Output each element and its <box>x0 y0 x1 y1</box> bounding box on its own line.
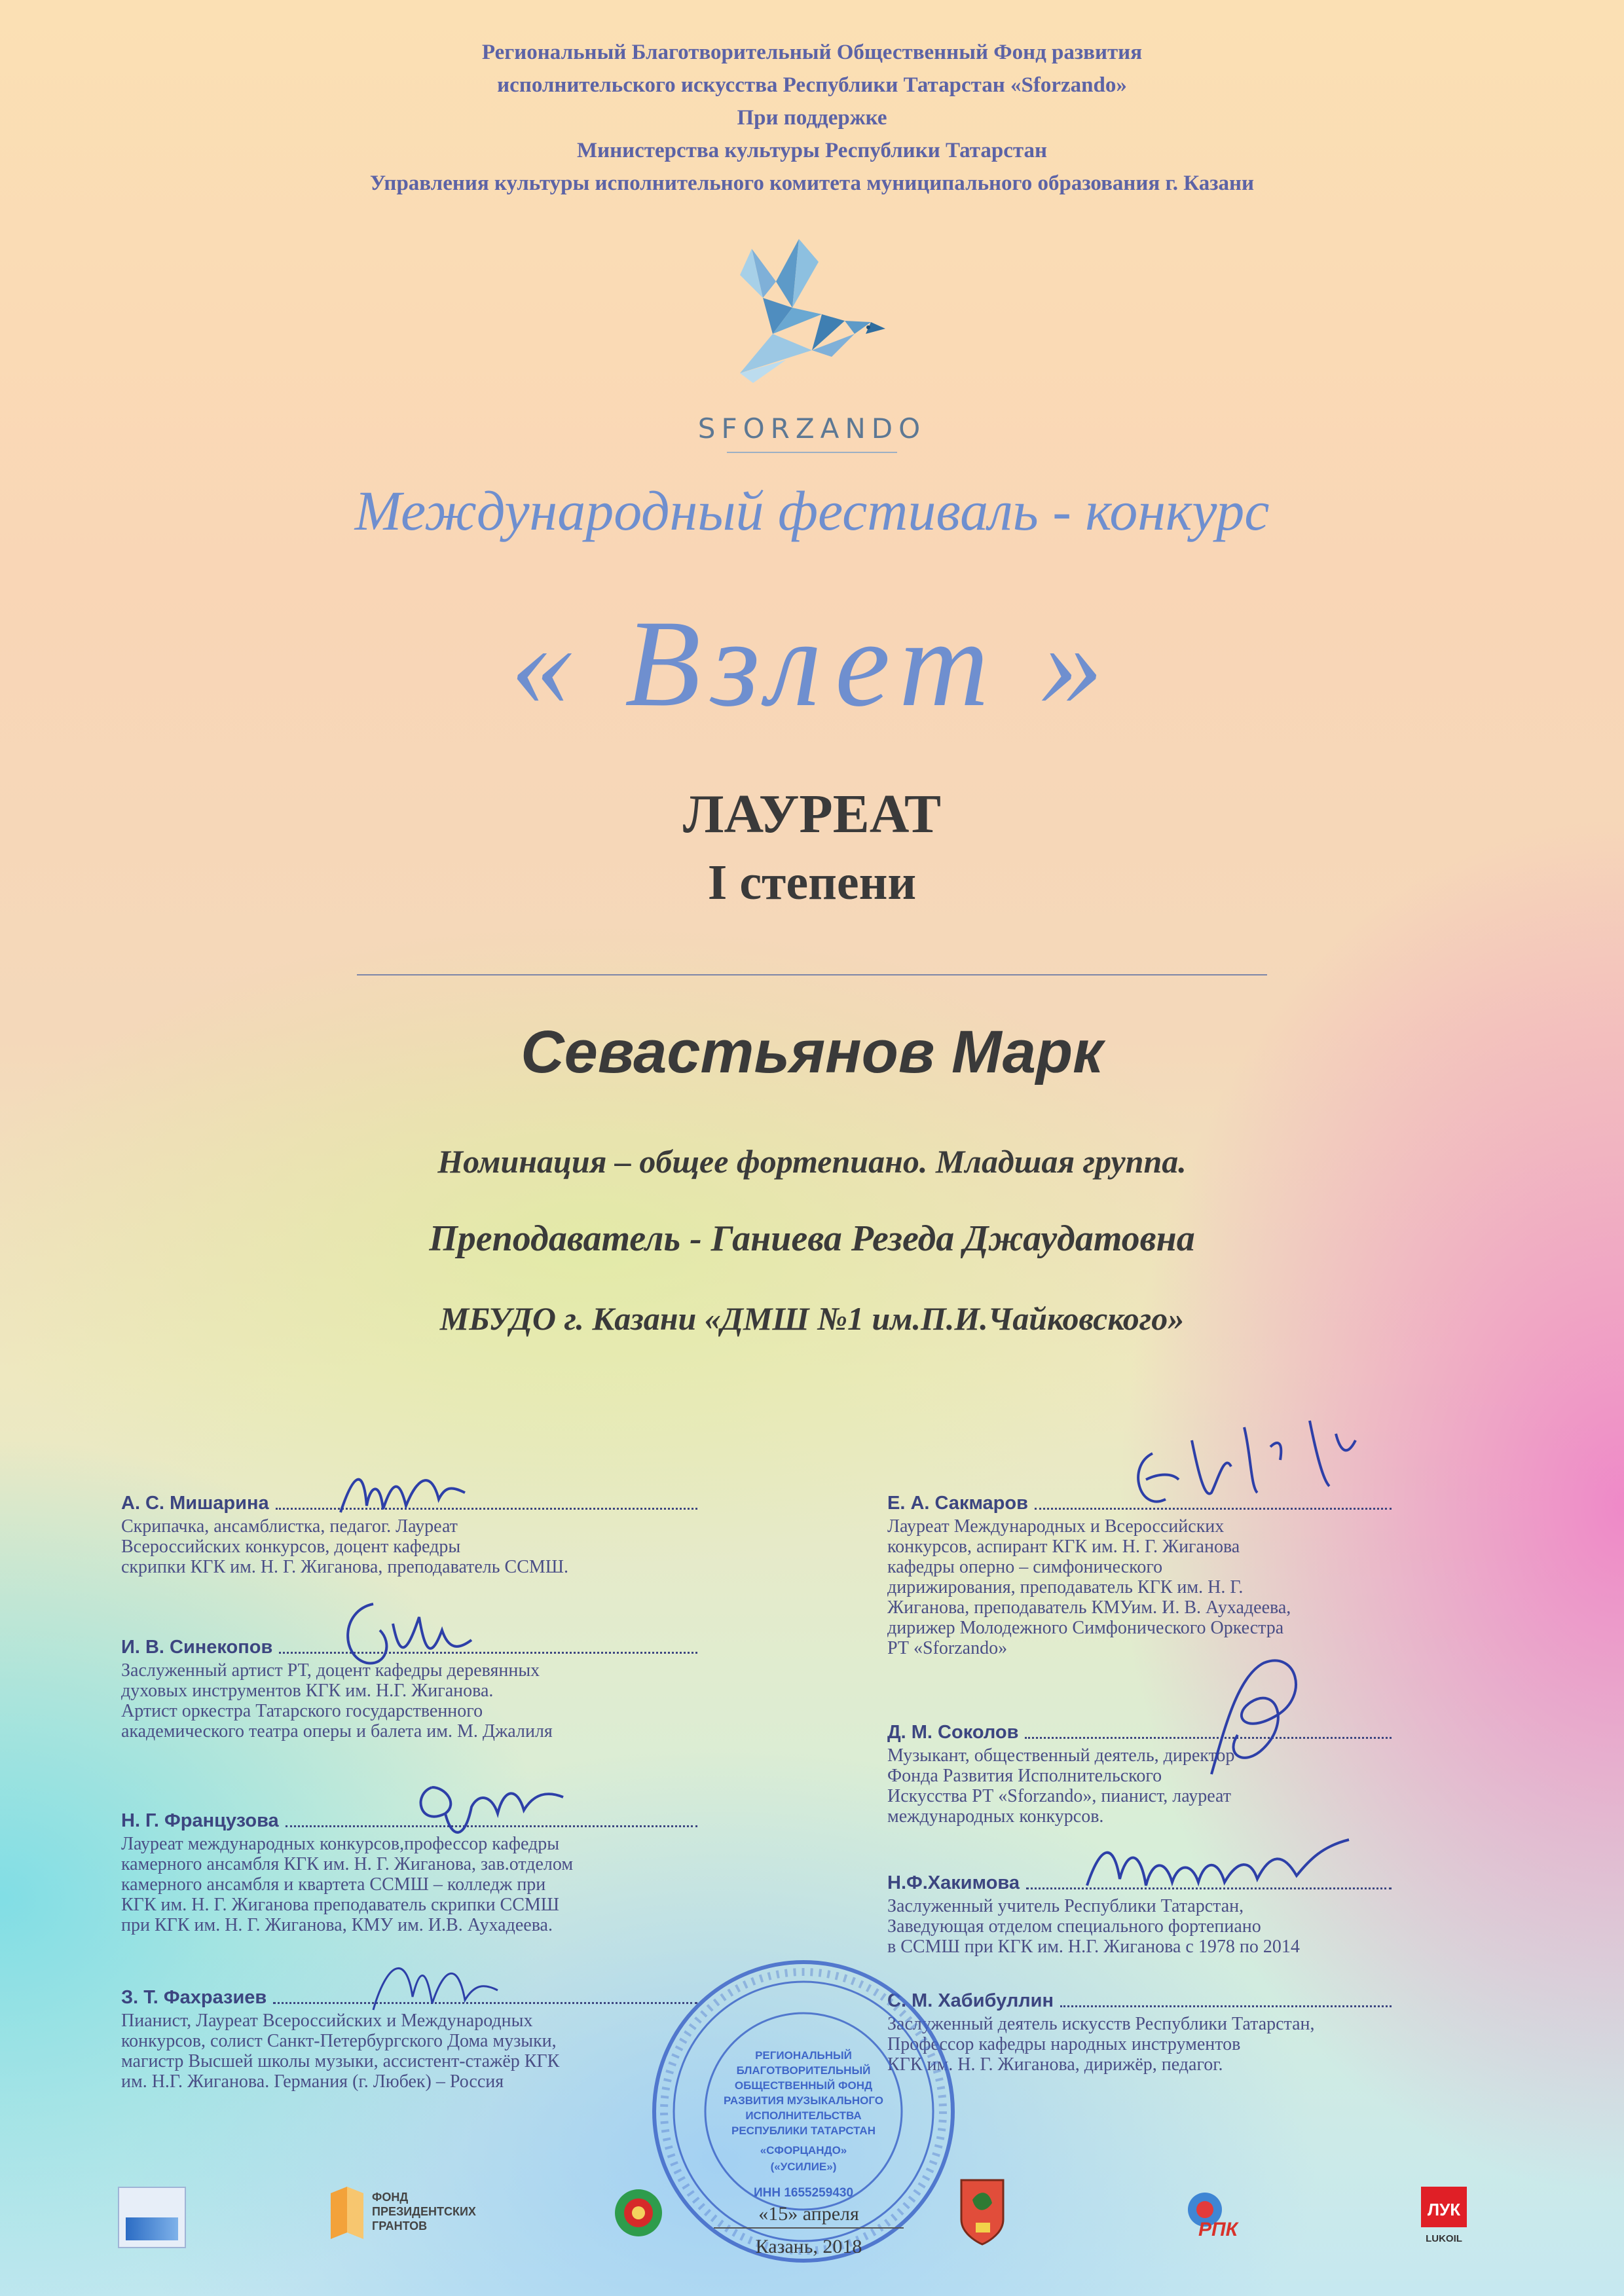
header-line-5: Управления культуры исполнительного комитета муниципального образования г. Казани <box>369 172 1255 195</box>
city-year: Казань, 2018 <box>755 2236 862 2257</box>
jury-description: Музыкант, общественный деятель, директор Фонда Развития Исполнительского Искусства РТ «Sforzando», пианист, лауреат международных конкурсов. <box>887 1745 1235 1827</box>
partner-logo <box>118 2187 186 2248</box>
presidential-grants-icon <box>327 2187 367 2239</box>
lukoil-icon <box>1418 2187 1470 2246</box>
bird-icon <box>714 236 910 386</box>
jury-description: Скрипачка, ансамблистка, педагог. Лауреат Всероссийских конкурсов, доцент кафедры скрипки КГК им. Н. Г. Жиганова, преподаватель ССМШ. <box>121 1516 569 1577</box>
svg-text:РЕСПУБЛИКИ ТАТАРСТАН: РЕСПУБЛИКИ ТАТАРСТАН <box>731 2124 876 2137</box>
nomination: Номинация – общее фортепиано. Младшая группа. <box>437 1143 1187 1180</box>
svg-text:ЛУК: ЛУК <box>1427 2200 1461 2219</box>
jury-description: Заслуженный деятель искусств Республики Татарстан, Профессор кафедры народных инструментов КГК им. Н. Г. Жиганова, дирижёр, педагог. <box>887 2014 1315 2075</box>
jury-name: Е. А. Сакмаров <box>887 1493 1028 1514</box>
header-line-4: Министерства культуры Республики Татарстан <box>576 139 1048 162</box>
jury-description: Пианист, Лауреат Всероссийских и Международных конкурсов, солист Санкт-Петербургского Дома музыки, магистр Высшей школы музыки, ассистент-стажёр КГК им. Н.Г. Жиганова. Германия (г. Любек) – Россия <box>121 2011 560 2092</box>
jury-description: Заслуженный учитель Республики Татарстан, Заведующая отделом специального фортепиано в ССМШ при КГК им. Н.Г. Жиганова с 1978 по 2014 <box>887 1896 1300 1957</box>
presidential-grants-text: ФОНД ПРЕЗИДЕНТСКИХ ГРАНТОВ <box>372 2191 476 2232</box>
header-line-1: Региональный Благотворительный Общественный Фонд развития <box>481 41 1143 64</box>
rpk-icon <box>1185 2187 1257 2239</box>
award-date: «15» апреля <box>758 2203 859 2225</box>
jury-description: Лауреат Международных и Всероссийских конкурсов, аспирант КГК им. Н. Г. Жиганова кафедры оперно – симфонического дирижирования, преподаватель КГК им. Н. Г. Жиганова, преподаватель КМУим. И. В. Аухадеева, дирижер Молодежного Симфонического Оркестра РТ «Sforzando» <box>887 1516 1291 1658</box>
header-line-3: При поддержке <box>737 106 887 130</box>
festival-subtitle: Международный фестиваль - конкурс <box>354 479 1270 542</box>
tatarstan-emblem-icon <box>612 2187 665 2239</box>
jury-name: Д. М. Соколов <box>887 1722 1019 1743</box>
jury-name: З. Т. Фахразиев <box>121 1987 267 2008</box>
svg-text:ИНН 1655259430: ИНН 1655259430 <box>753 2186 854 2200</box>
jury-member <box>887 1990 1392 2075</box>
jury-name: С. М. Хабибуллин <box>887 1990 1054 2011</box>
kazan-emblem-icon <box>956 2174 1008 2246</box>
school: МБУДО г. Казани «ДМШ №1 им.П.И.Чайковского» <box>439 1300 1185 1337</box>
signature <box>360 1938 504 2023</box>
award-title: ЛАУРЕАТ <box>682 784 942 845</box>
svg-text:БЛАГОТВОРИТЕЛЬНЫЙ: БЛАГОТВОРИТЕЛЬНЫЙ <box>736 2064 871 2077</box>
recipient-name: Севастьянов Марк <box>521 1019 1103 1085</box>
brand-name: SFORZANDO <box>697 412 927 445</box>
svg-text:ИСПОЛНИТЕЛЬСТВА: ИСПОЛНИТЕЛЬСТВА <box>745 2109 862 2122</box>
svg-text:LUKOIL: LUKOIL <box>1426 2233 1462 2244</box>
jury-name: И. В. Синекопов <box>121 1637 273 1658</box>
signature <box>1113 1414 1369 1525</box>
signature <box>1074 1827 1362 1912</box>
svg-text:РПК: РПК <box>1198 2219 1238 2239</box>
svg-text:(«УСИЛИЕ»): («УСИЛИЕ») <box>770 2160 837 2173</box>
jury-description: Лауреат международных конкурсов,профессор кафедры камерного ансамбля КГК им. Н. Г. Жиганова, зав.отделом камерного ансамбля и квартета ССМШ – колледж при КГК им. Н. Г. Жиганова преподаватель скрипки ССМШ при КГК им. Н. Г. Жиганова, КМУ им. И.В. Аухадеева. <box>121 1834 574 1935</box>
svg-text:РАЗВИТИЯ МУЗЫКАЛЬНОГО: РАЗВИТИЯ МУЗЫКАЛЬНОГО <box>724 2094 883 2107</box>
svg-text:ОБЩЕСТВЕННЫЙ ФОНД: ОБЩЕСТВЕННЫЙ ФОНД <box>734 2079 873 2092</box>
divider <box>357 974 1267 975</box>
signature <box>1166 1650 1336 1781</box>
signature <box>327 1591 485 1676</box>
date-underline <box>714 2227 904 2229</box>
jury-description: Заслуженный артист РТ, доцент кафедры деревянных духовых инструментов КГК им. Н.Г. Жиганова. Артист оркестра Татарского государственного академического театра оперы и балета им. М. Джалиля <box>121 1660 553 1741</box>
jury-name: Н. Г. Французова <box>121 1810 279 1831</box>
teacher: Преподаватель - Ганиева Резеда Джаудатовна <box>429 1218 1195 1259</box>
header-line-2: исполнительского искусства Республики Татарстан «Sforzando» <box>497 73 1127 97</box>
jury-name: Н.Ф.Хакимова <box>887 1872 1020 1893</box>
signature <box>334 1460 485 1532</box>
svg-text:РЕГИОНАЛЬНЫЙ: РЕГИОНАЛЬНЫЙ <box>755 2049 852 2062</box>
jury-name: А. С. Мишарина <box>121 1493 269 1514</box>
brand-underline <box>727 452 897 453</box>
festival-title: « Взлет » <box>510 595 1114 733</box>
award-degree: I степени <box>707 855 917 910</box>
signature <box>406 1768 570 1846</box>
svg-text:«СФОРЦАНДО»: «СФОРЦАНДО» <box>760 2144 847 2157</box>
